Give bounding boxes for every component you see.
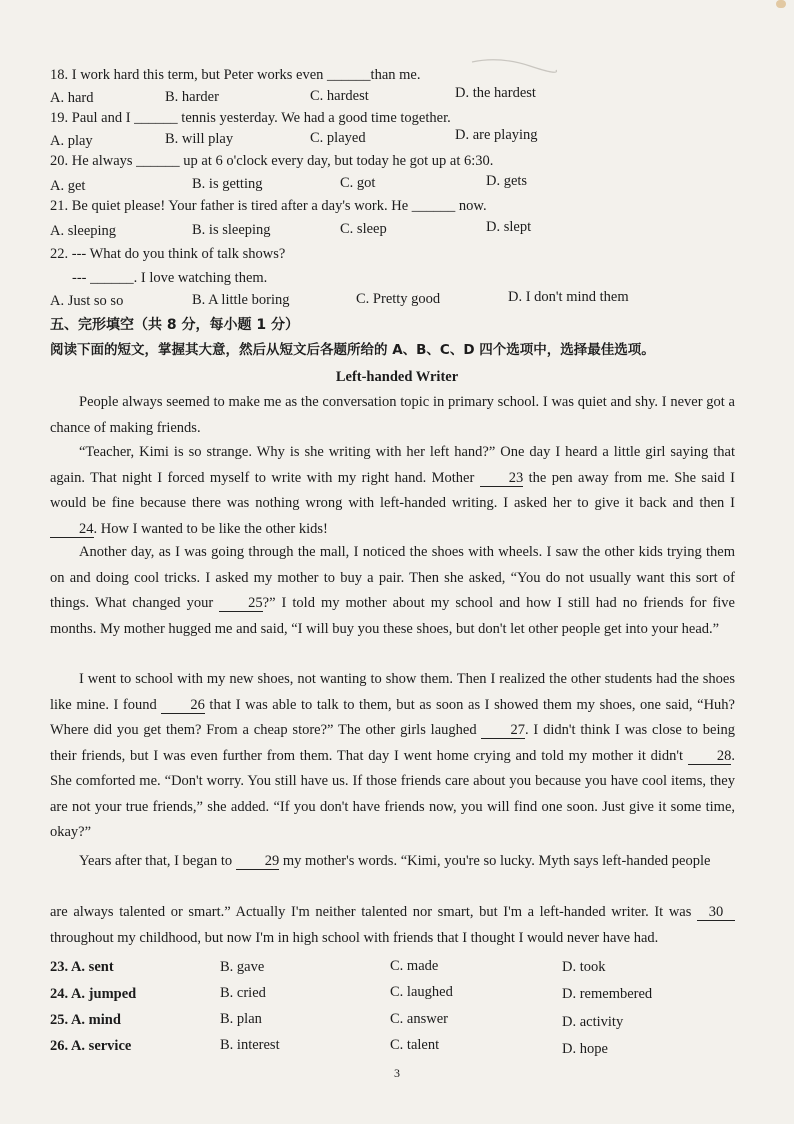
question-18-option-c: C. hardest: [310, 88, 369, 104]
blank-29[interactable]: 29: [236, 854, 280, 870]
paragraph-4-text-d: . She comforted me. “Don't worry. You still have us. If those friends care about you because you have cool items, they are not your true friends,” she added. “If you don't have friends now, you will find one soon. Just give it some time, okay?”: [50, 747, 735, 840]
question-22-stem: 22. --- What do you think of talk shows?: [50, 246, 286, 262]
question-22-option-b: B. A little boring: [192, 292, 290, 308]
option-row-26-a: 26. A. service: [50, 1038, 132, 1054]
question-20-option-b: B. is getting: [192, 176, 263, 192]
blank-30[interactable]: 30: [697, 905, 735, 921]
blank-23[interactable]: 23: [480, 471, 524, 487]
option-row-25-c: C. answer: [390, 1011, 448, 1027]
option-row-23-a: 23. A. sent: [50, 959, 114, 975]
paragraph-2-text-c: . How I wanted to be like the other kids!: [93, 520, 328, 537]
question-21-option-b: B. is sleeping: [192, 222, 271, 238]
question-20-option-a: A. get: [50, 178, 86, 194]
option-row-26-c: C. talent: [390, 1037, 440, 1053]
corner-dot: [776, 0, 786, 8]
paragraph-6-text-a: are always talented or smart.” Actually I'm neither talented nor smart, but I'm a left-handed writer. It was: [50, 904, 697, 920]
option-row-26-b: B. interest: [220, 1037, 280, 1053]
question-21-option-c: C. sleep: [340, 221, 387, 237]
question-18-option-d: D. the hardest: [455, 85, 536, 101]
passage-paragraph-3: [50, 540, 735, 642]
section-5-instruction: 阅读下面的短文，掌握其大意，然后从短文后各题所给的 A、B、C、D 四个选项中，选择最佳选项。: [50, 342, 655, 358]
paragraph-2-text-b: the pen away from me. She said I would be fine because there was nothing wrong with left-handed writing. I asked her to give it back and then I: [50, 469, 735, 511]
option-row-24-c: C. laughed: [390, 984, 453, 1000]
paragraph-6-text-b: throughout my childhood, but now I'm in high school with friends that I thought I would never have had.: [50, 929, 659, 946]
blank-28[interactable]: 28: [688, 749, 732, 765]
option-row-25-b: B. plan: [220, 1011, 262, 1027]
question-18-option-a: A. hard: [50, 90, 94, 106]
option-row-25-a: 25. A. mind: [50, 1012, 121, 1028]
option-row-25-d: D. activity: [562, 1014, 624, 1030]
passage-paragraph-4: [50, 667, 735, 846]
question-22-stem-response: --- ______. I love watching them.: [72, 270, 268, 286]
option-row-24-b: B. cried: [220, 985, 266, 1001]
question-21-option-d: D. slept: [486, 219, 532, 235]
question-18-stem: 18. I work hard this term, but Peter works even ______than me.: [50, 67, 421, 83]
passage-paragraph-5: [50, 849, 735, 875]
blank-24[interactable]: 24: [50, 522, 94, 538]
question-20-stem: 20. He always ______ up at 6 o'clock every day, but today he got up at 6:30.: [50, 153, 494, 169]
section-5-heading: 五、完形填空（共 8 分，每小题 1 分）: [50, 317, 299, 333]
question-20-option-c: C. got: [340, 175, 376, 191]
question-22-option-a: A. Just so so: [50, 293, 124, 309]
blank-26[interactable]: 26: [161, 698, 205, 714]
paragraph-5-text-b: my mother's words. “Kimi, you're so lucky. Myth says left-handed people: [279, 853, 711, 869]
question-20-option-d: D. gets: [486, 173, 528, 189]
pencil-mark: [470, 52, 560, 76]
paragraph-1-text: People always seemed to make me as the conversation topic in primary school. I was quiet and shy. I never got a chance of making friends.: [50, 394, 735, 436]
option-row-23-c: C. made: [390, 958, 439, 974]
question-21-stem: 21. Be quiet please! Your father is tired after a day's work. He ______ now.: [50, 198, 487, 214]
page-number: 3: [394, 1066, 400, 1080]
question-22-option-c: C. Pretty good: [356, 291, 441, 307]
question-19-stem: 19. Paul and I ______ tennis yesterday. We had a good time together.: [50, 110, 451, 126]
blank-25[interactable]: 25: [219, 596, 263, 612]
paragraph-4-text-b: that I was able to talk to them, but as soon as I showed them my shoes, one said, “Huh? Where did you get them? From a cheap store?” The other girls laughed: [50, 696, 735, 738]
paragraph-4-text-c: . I didn't think I was close to being their friends, but I was even further from them. That day I went home crying and told my mother it didn't: [50, 722, 735, 764]
passage-title: Left-handed Writer: [335, 369, 459, 385]
option-row-24-a: 24. A. jumped: [50, 986, 137, 1002]
option-row-26-d: D. hope: [562, 1041, 608, 1057]
question-19-option-b: B. will play: [165, 131, 234, 147]
option-row-24-d: D. remembered: [562, 986, 653, 1002]
question-21-option-a: A. sleeping: [50, 223, 117, 239]
paragraph-3-text-b: ?” I told my mother about my school and how I still had no friends for five months. My mother hugged me and said, “I will buy you these shoes, but don't let other people get into your head.”: [50, 595, 735, 637]
question-19-option-d: D. are playing: [455, 127, 538, 143]
passage-paragraph-1: [50, 390, 735, 441]
option-row-23-d: D. took: [562, 959, 606, 975]
option-row-23-b: B. gave: [220, 959, 265, 975]
blank-27[interactable]: 27: [481, 723, 525, 739]
question-19-option-a: A. play: [50, 133, 93, 149]
passage-paragraph-2: [50, 440, 735, 542]
paragraph-5-text-a: Years after that, I began to: [79, 853, 236, 869]
question-22-option-d: D. I don't mind them: [508, 289, 629, 305]
paragraph-4-text-a: I went to school with my new shoes, not wanting to show them. Then I realized the other students had the shoes like mine. I found: [50, 671, 735, 713]
question-18-option-b: B. harder: [165, 89, 219, 105]
question-19-option-c: C. played: [310, 130, 366, 146]
paragraph-2-text-a: “Teacher, Kimi is so strange. Why is she writing with her left hand?” One day I heard a little girl saying that again. That night I forced myself to write with my right hand. Mother: [50, 444, 735, 486]
paragraph-3-text-a: Another day, as I was going through the mall, I noticed the shoes with wheels. I saw the other kids trying them on and doing cool tricks. I asked my mother to buy a pair. Then she asked, “You do not usually want this sort of things. What changed your: [50, 544, 735, 611]
passage-paragraph-6: [50, 900, 735, 951]
